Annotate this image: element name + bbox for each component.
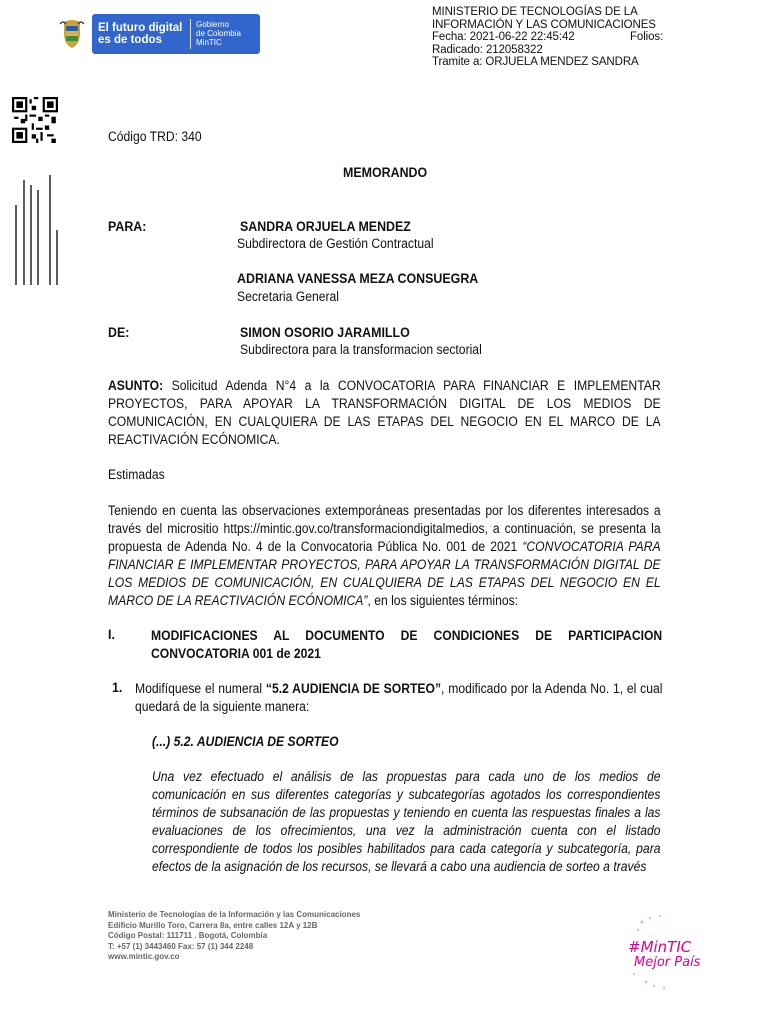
asunto-text: Solicitud Adenda N°4 a la CONVOCATORIA PARA FINANCIAR E IMPLEMENTAR PROYECTOS, PARA APOYAR LA TRANSFORMACIÓN DIGITAL DE LOS MEDIOS DE COMUNICACIÓN, EN CUALQUIERA DE LAS ETAPAS DEL NEGOCIO EN EL MARCO DE LA REACTIVACIÓN ECÓNOMICA.	[108, 378, 661, 447]
folios: Folios:	[630, 31, 664, 43]
sender-role: Subdirectora para la transformacion sectorial	[240, 342, 482, 357]
logo-line-1: #MinTIC	[628, 938, 692, 956]
de-label: DE:	[108, 325, 130, 340]
greeting: Estimadas	[108, 467, 165, 482]
intro-paragraph: Teniendo en cuenta las observaciones extemporáneas presentadas por los diferentes interesados a través del micrositio https://mintic.gov.co/transformaciondigitalmedios, a continuación, se presenta la propuesta de Adenda No. 4 de la Convocatoria Pública No. 001 de 2021 “CONVOCATORIA PARA FINANCIAR E IMPLEMENTAR PROYECTOS, PARA APOYAR LA TRANSFORMACIÓN DIGITAL DE LOS MEDIOS DE COMUNICACIÓN, EN CUALQUIERA DE LAS ETAPAS DEL NEGOCIO EN EL MARCO DE LA REACTIVACIÓN ECÓNOMICA”, en los siguientes términos:	[108, 503, 661, 608]
recipient-1-name: SANDRA ORJUELA MENDEZ	[240, 219, 411, 234]
subheading: (...) 5.2. AUDIENCIA DE SORTEO	[152, 734, 339, 749]
colombia-coat-of-arms-icon	[58, 18, 86, 50]
asunto-paragraph	[108, 377, 661, 449]
entity-line-1: MINISTERIO DE TECNOLOGÍAS DE LA	[432, 6, 638, 18]
entity-line-2: INFORMACIÓN Y LAS COMUNICACIONES	[432, 18, 656, 31]
section-number: I.	[108, 627, 115, 642]
brand-slogan: El futuro digital es de todos	[98, 22, 183, 46]
asunto-label: ASUNTO:	[108, 378, 164, 393]
item-paragraph: Modifíquese el numeral “5.2 AUDIENCIA DE SORTEO”, modificado por la Adenda No. 1, el cual quedará de la siguiente manera:	[135, 681, 663, 714]
government-label: Gobierno de Colombia MinTIC	[196, 20, 241, 47]
radicado-number: Radicado: 212058322	[432, 43, 543, 56]
radicado-stamp	[432, 6, 732, 69]
recipient-2-role: Secretaria General	[237, 289, 339, 304]
codigo-trd: Código TRD: 340	[108, 129, 202, 144]
tramite: Tramite a: ORJUELA MENDEZ SANDRA	[432, 56, 639, 68]
recipient-1-role: Subdirectora de Gestión Contractual	[237, 236, 434, 251]
mintic-mejor-pais-logo	[620, 912, 730, 992]
fecha: Fecha: 2021-06-22 22:45:42	[432, 31, 575, 43]
para-label: PARA:	[108, 219, 147, 234]
section-title: MODIFICACIONES AL DOCUMENTO DE CONDICIONES DE PARTICIPACION CONVOCATORIA 001 de 2021	[151, 628, 663, 661]
footer-contact: Ministerio de Tecnologías de la Información y las Comunicaciones Edificio Murillo Toro, Carrera 8a, entre calles 12A y 12B Código Postal: 111711 . Bogotá, Colombia T: +57 (1) 3443460 Fax: 57 (1) 344 2248 www.mintic.gov.co	[108, 910, 361, 961]
logo-line-2: Mejor País	[634, 955, 701, 970]
intro-italic: “CONVOCATORIA PARA FINANCIAR E IMPLEMENTAR PROYECTOS, PARA APOYAR LA TRANSFORMACIÓN DIGITAL DE LOS MEDIOS DE COMUNICACIÓN, EN CUALQUIERA DE LAS ETAPAS DEL NEGOCIO EN EL MARCO DE LA REACTIVACIÓN ECÓNOMICA”	[108, 539, 661, 608]
memo-title: MEMORANDO	[343, 165, 428, 180]
qr-code-icon	[12, 97, 58, 143]
recipient-2-name: ADRIANA VANESSA MEZA CONSUEGRA	[237, 271, 479, 286]
item-number: 1.	[112, 680, 123, 695]
brand-divider	[190, 19, 191, 49]
vertical-verification-text	[10, 160, 62, 290]
sender-name: SIMON OSORIO JARAMILLO	[240, 325, 410, 340]
quote-paragraph: Una vez efectuado el análisis de las propuestas para cada uno de los medios de comunicación en sus diferentes categorías y subcategorías agotados los correspondientes términos de subsanación de las propuestas y teniendo en cuenta las respuestas finales a las evaluaciones de los ofrecimientos, una vez la administración cuenta con el listado correspondiente de todos los posibles habilitados para cada categoría y subcategoría, para efectos de la asignación de los recursos, se llevará a cabo una audiencia de sorteo a través	[152, 769, 661, 874]
